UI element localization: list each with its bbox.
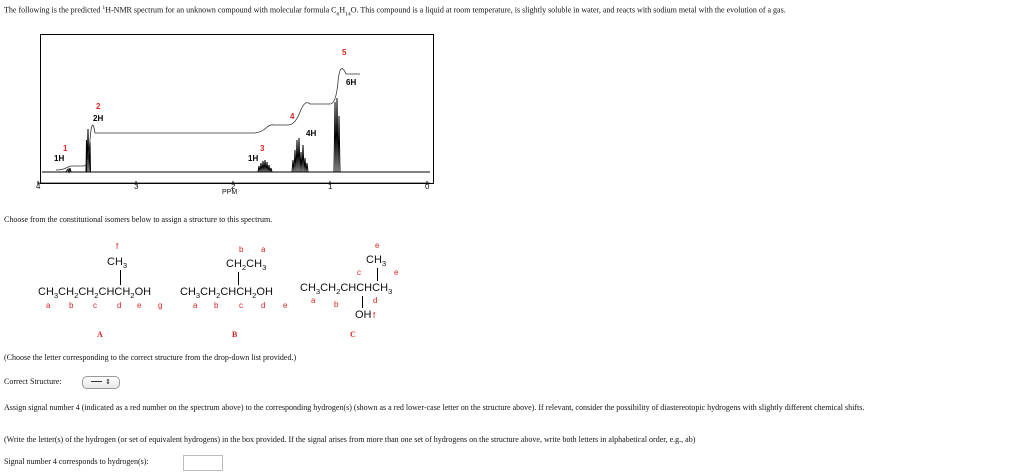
structure-b-top-group: $CH_2CH_3$ (226, 258, 267, 273)
structure-c-bond-top (377, 268, 378, 281)
structure-a-bond (120, 270, 121, 285)
structure-c-letter-e-top: e (375, 241, 380, 250)
structure-a-chain: $CH_3CH_2CH_2CHCH_2OH$ (38, 286, 152, 301)
structure-b-letter: a (193, 301, 198, 310)
peak-3 (258, 160, 272, 172)
x-tick-label: 2 (231, 182, 236, 191)
structure-c-bond-bottom (362, 296, 363, 308)
assign-instruction: Assign signal number 4 (indicated as a red number on the spectrum above) to the corresponding hydrogen(s) (shown as a red lower-case letter on the structure above). If relevant, consider the possibility of diastereotopic hydrogens with slightly different chemical shifts. (4, 403, 865, 412)
peak-1 (66, 168, 71, 172)
structure-c-bottom-group: OH (355, 309, 372, 321)
choose-instruction: (Choose the letter corresponding to the correct structure from the drop-down list provided.) (4, 353, 297, 362)
structure-a-letter-f: f (116, 242, 119, 251)
signal-number-1: 1 (63, 144, 68, 153)
structure-b-chain: $CH_3CH_2CHCH_2OH$ (180, 286, 273, 301)
structure-c-letter: b (334, 300, 339, 309)
signal-number-4: 4 (290, 112, 295, 121)
structure-c-letter-c: c (357, 268, 361, 277)
correct-structure-label: Correct Structure: (4, 377, 62, 386)
structure-b-letter: e (283, 301, 288, 310)
structure-a-letter: b (69, 301, 74, 310)
chevron-updown-icon: ⇕ (105, 379, 111, 386)
x-axis-label: PPM (222, 189, 238, 196)
signal-number-2: 2 (96, 102, 101, 111)
structure-b-letter: c (239, 301, 243, 310)
structure-b-letter-a: a (261, 245, 266, 254)
structure-a-letter: c (93, 301, 97, 310)
x-tick-label: 3 (134, 182, 139, 191)
signal-integration-4: 4H (306, 129, 317, 138)
structure-select[interactable] (82, 376, 120, 389)
structure-a-letter: e (137, 301, 142, 310)
structure-c-letter-f: f (373, 311, 376, 320)
structure-b-letter: d (261, 301, 266, 310)
signal-number-5: 5 (342, 48, 347, 57)
signal-integration-2: 2H (93, 114, 104, 123)
structure-a-letter: g (158, 301, 163, 310)
structure-c-top-group: $CH_3$ (366, 254, 387, 269)
structure-b-letter-b: b (239, 245, 244, 254)
structure-b-label: B (232, 330, 238, 339)
nmr-spectrum-plot (0, 0, 440, 200)
structure-c-label: C (350, 330, 356, 339)
choose-prompt: Choose from the constitutional isomers below to assign a structure to this spectrum. (4, 215, 273, 224)
structure-b-bond (238, 272, 239, 285)
signal-answer-input[interactable] (183, 455, 223, 471)
select-placeholder-dash (91, 381, 102, 382)
write-instruction: (Write the letter(s) of the hydrogen (or set of equivalent hydrogens) in the box provided. If the signal arises from more than one set of hydrogens on the structure above, write both letters in alphabetical order, e.g., ab) (4, 435, 696, 444)
structure-a-letter: a (46, 301, 51, 310)
structure-c-letter: d (373, 296, 378, 305)
peak-5 (334, 98, 340, 172)
signal-number-3: 3 (260, 144, 265, 153)
signal-integration-1: 1H (54, 154, 65, 163)
structure-a-top-group: $CH_3$ (107, 256, 128, 271)
structure-c-letter-e: e (394, 268, 399, 277)
question-intro: The following is the predicted $^1$H-NMR spectrum for an unknown compound with molecular formula $C_6H_{14}O$. This compound is a liquid at room temperature, is slightly soluble in water, and reacts with sodium metal with the evolution of a gas. (4, 5, 786, 18)
structure-a-letter: d (117, 301, 122, 310)
x-tick-label: 1 (328, 182, 333, 191)
x-tick-label: 4 (36, 182, 41, 191)
structure-c-chain: $CH_3CH_2CHCHCH_3$ (300, 282, 393, 297)
signal-integration-5: 6H (346, 78, 357, 87)
structure-c-letter: a (311, 296, 316, 305)
peak-2 (86, 129, 91, 172)
structure-a-label: A (97, 330, 103, 339)
peak-4 (292, 138, 308, 172)
x-tick-label: 0 (425, 182, 430, 191)
signal-integration-3: 1H (248, 154, 259, 163)
signal-answer-label: Signal number 4 corresponds to hydrogen(s): (4, 457, 149, 466)
structure-b-letter: b (214, 301, 219, 310)
